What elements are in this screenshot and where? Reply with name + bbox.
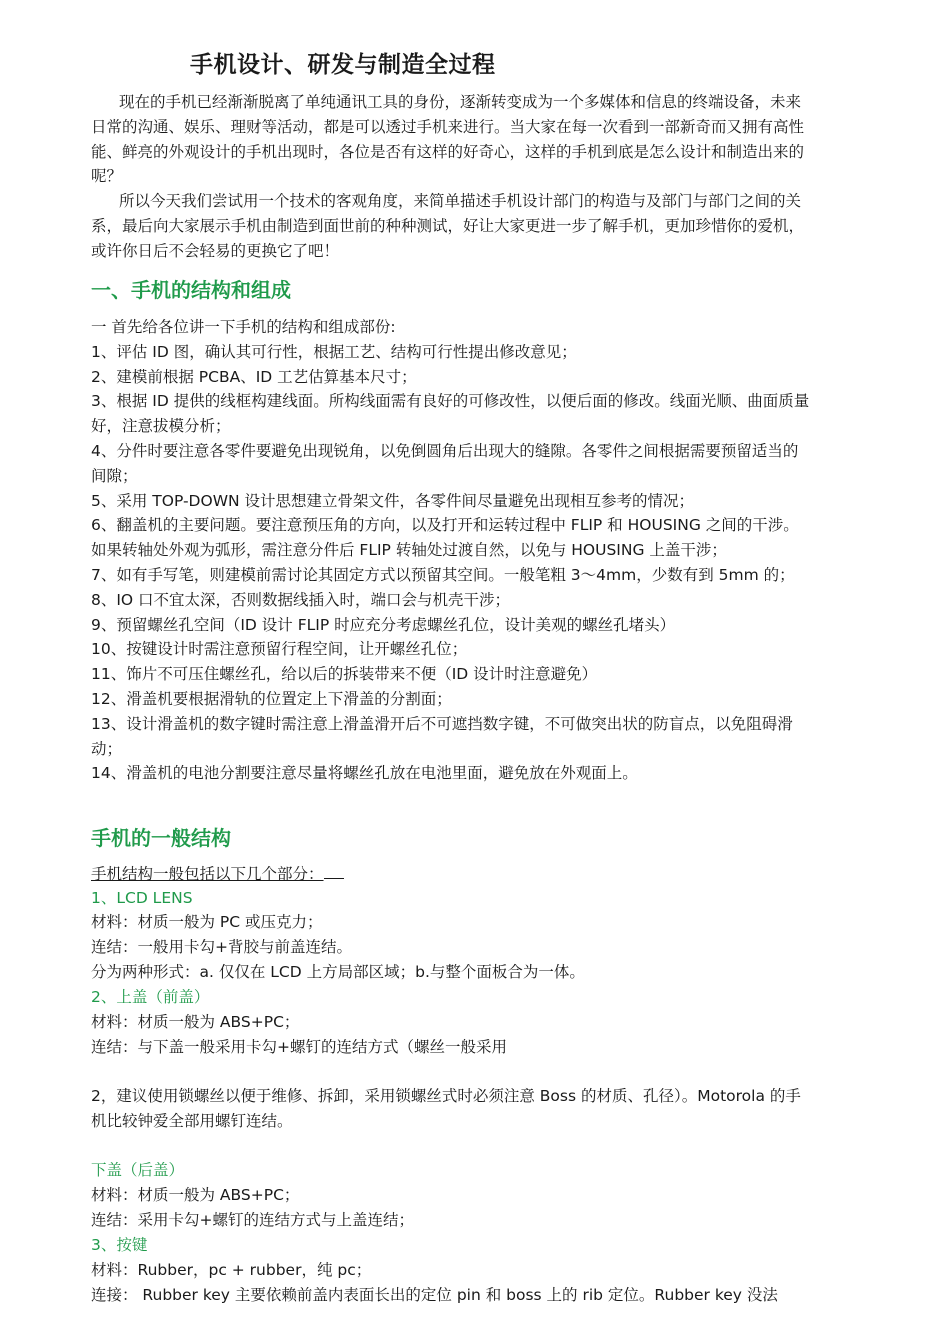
keys-material: 材料：Rubber，pc + rubber，纯 pc； (91, 1261, 372, 1279)
lcd-lens-title: 1、LCD LENS (91, 889, 193, 907)
list-item: 7、如有手写笔，则建模前需讨论其固定方式以预留其空间。一般笔粗 3～4mm，少数有到 5mm 的； (91, 565, 795, 584)
list-item: 4、分件时要注意各零件要避免出现锐角，以免倒圆角后出现大的缝隙。各零件之间根据需要预留适当的间隙； (91, 441, 799, 485)
upper-cover-material: 材料：材质一般为 ABS+PC； (91, 1013, 300, 1031)
list-item: 1、评估 ID 图，确认其可行性，根据工艺、结构可行性提出修改意见； (91, 342, 577, 361)
keys-title: 3、按键 (91, 1236, 148, 1254)
list-item: 12、滑盖机要根据滑轨的位置定上下滑盖的分割面； (91, 689, 452, 708)
section1-list (91, 315, 813, 786)
list-item: 11、饰片不可压住螺丝孔，给以后的拆装带来不便（ID 设计时注意避免） (91, 665, 598, 684)
screw-note: 2，建议使用锁螺丝以便于维修、拆卸，采用锁螺丝式时必须注意 Boss 的材质、孔径）。Motorola 的手机比较钟爱全部用螺钉连结。 (91, 1087, 801, 1130)
lower-cover-connect: 连结：采用卡勾+螺钉的连结方式与上盖连结； (91, 1211, 414, 1229)
lcd-forms: 分为两种形式：a. 仅仅在 LCD 上方局部区域；b.与整个面板合为一体。 (91, 963, 585, 981)
section1-heading: 一、手机的结构和组成 (91, 278, 291, 302)
intro-paragraph-1: 现在的手机已经渐渐脱离了单纯通讯工具的身份，逐渐转变成为一个多媒体和信息的终端设备，未来日常的沟通、娱乐、理财等活动，都是可以透过手机来进行。当大家在每一次看到一部新奇而又拥有高性能、鲜亮的外观设计的手机出现时，各位是否有这样的好奇心，这样的手机到底是怎么设计和制造出来的呢？ (91, 93, 805, 186)
lcd-connect: 连结：一般用卡勾+背胶与前盖连结。 (91, 938, 352, 956)
list-item: 9、预留螺丝孔空间（ID 设计 FLIP 时应充分考虑螺丝孔位，设计美观的螺丝孔堵头） (91, 615, 676, 634)
lcd-material: 材料：材质一般为 PC 或压克力； (91, 913, 323, 931)
section2-lead: 手机结构一般包括以下几个部分： (91, 865, 324, 883)
list-item: 14、滑盖机的电池分割要注意尽量将螺丝孔放在电池里面，避免放在外观面上。 (91, 764, 638, 783)
list-item: 10、按键设计时需注意预留行程空间，让开螺丝孔位； (91, 640, 468, 659)
list-item: 3、根据 ID 提供的线框构建线面。所构线面需有良好的可修改性，以便后面的修改。线面光顺、曲面质量好，注意拔模分析； (91, 392, 810, 436)
upper-cover-connect: 连结：与下盖一般采用卡勾+螺钉的连结方式（螺丝一般采用 (91, 1038, 507, 1056)
lower-cover-material: 材料：材质一般为 ABS+PC； (91, 1186, 300, 1204)
list-item: 8、IO 口不宜太深，否则数据线插入时，端口会与机壳干涉； (91, 590, 511, 609)
document-title: 手机设计、研发与制造全过程 (190, 52, 496, 78)
section2-lead-line (91, 862, 813, 887)
intro-paragraph-2: 所以今天我们尝试用一个技术的客观角度，来简单描述手机设计部门的构造与及部门与部门之间的关系，最后向大家展示手机由制造到面世前的种种测试，好让大家更进一步了解手机，更加珍惜你的爱机，或许你日后不会轻易的更换它了吧！ (91, 192, 805, 260)
list-item: 2、建模前根据 PCBA、ID 工艺估算基本尺寸； (91, 367, 417, 386)
keys-connect: 连接： Rubber key 主要依赖前盖内表面长出的定位 pin 和 boss 上的 rib 定位。Rubber key 没法 (91, 1286, 778, 1304)
section2-heading: 手机的一般结构 (91, 826, 231, 850)
list-item: 5、采用 TOP-DOWN 设计思想建立骨架文件，各零件间尽量避免出现相互参考的情况； (91, 491, 695, 510)
list-item: 6、翻盖机的主要问题。要注意预压角的方向，以及打开和运转过程中 FLIP 和 HOUSING 之间的干涉。如果转轴处外观为弧形，需注意分件后 FLIP 转轴处过渡自然，以免与 HOUSING 上盖干涉； (91, 516, 799, 560)
lower-cover-title: 下盖（后盖） (91, 1161, 185, 1179)
section1-lead: 一 首先给各位讲一下手机的结构和组成部份: (91, 318, 396, 336)
upper-cover-title: 2、上盖（前盖） (91, 988, 210, 1006)
underline-blank (324, 863, 344, 879)
list-item: 13、设计滑盖机的数字键时需注意上滑盖滑开后不可遮挡数字键，不可做突出状的防盲点，以免阻碍滑动； (91, 714, 793, 758)
